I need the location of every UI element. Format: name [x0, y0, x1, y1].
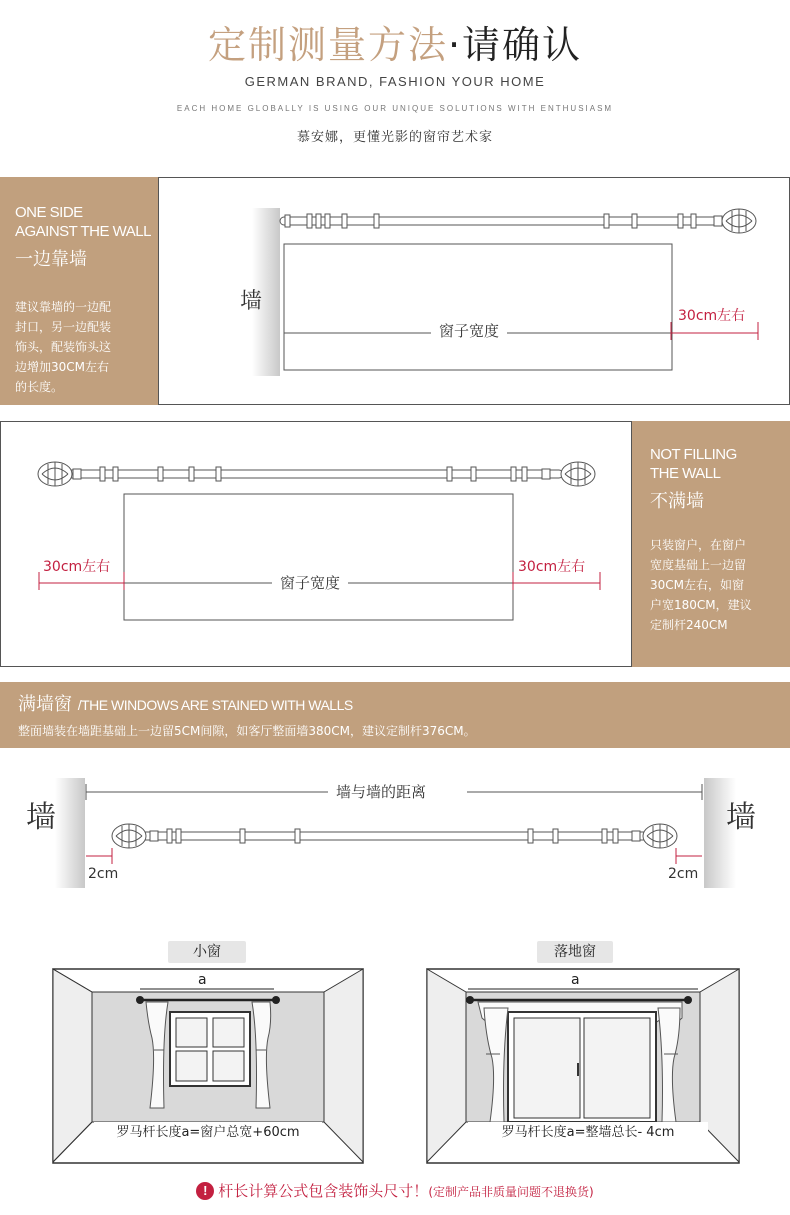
floor-window-tag: 落地窗	[537, 941, 613, 963]
curtain-rod	[38, 462, 595, 486]
section3-title-cn: 满墙窗	[18, 694, 72, 715]
section1-panel	[0, 177, 158, 405]
section1-cn-title: 一边靠墙	[15, 249, 87, 270]
section1-description: 建议靠墙的一边配 封口，另一边配装 饰头，配装饰头这 边增加30CM左右 的长度。	[15, 300, 112, 394]
section1-width-label: 窗子宽度	[431, 320, 507, 341]
title-highlight: 定制测量方法	[207, 23, 448, 67]
section3-gap-left: 2cm	[88, 866, 119, 882]
window-shape	[284, 244, 672, 370]
small-window-tag: 小窗	[168, 941, 246, 963]
floor-window-a-label: a	[571, 972, 580, 988]
section3-title	[18, 690, 353, 716]
section2-en-line2: THE WALL	[650, 465, 721, 482]
warning-icon: !	[196, 1182, 214, 1200]
section2-diagram-box	[0, 421, 632, 667]
section2-panel	[632, 421, 790, 667]
section2-width-label: 窗子宽度	[272, 572, 348, 593]
section3-title-en: /THE WINDOWS ARE STAINED WITH WALLS	[77, 697, 353, 713]
title-rest: 请确认	[462, 23, 583, 67]
section1-extra-label: 30cm左右	[678, 308, 746, 324]
footer-note: (定制产品非质量问题不退换货)	[428, 1185, 594, 1199]
section3-description: 整面墙装在墙距基础上一边留5CM间隙，如客厅整面墙380CM，建议定制杆376CM。	[18, 724, 476, 738]
section2-cn-title: 不满墙	[650, 491, 704, 512]
tagline-cn: 慕安娜，更懂光影的窗帘艺术家	[296, 130, 493, 145]
small-window-caption: 罗马杆长度a=窗户总宽+60cm	[94, 1122, 322, 1144]
section1-wall-label: 墙	[240, 289, 263, 314]
brand-line: GERMAN BRAND, FASHION YOUR HOME	[244, 74, 546, 89]
curtain-rod	[112, 824, 677, 848]
section2-diagram	[1, 422, 633, 668]
section3-gap-right: 2cm	[668, 866, 699, 882]
section3-distance-label: 墙与墙的距离	[328, 781, 434, 802]
section2-description: 只装窗户，在窗户 宽度基础上一边留 30CM左右，如窗 户宽180CM，建议 定制杆240CM	[650, 538, 752, 632]
title-separator: ·	[447, 23, 463, 67]
window-shape	[124, 494, 513, 620]
section1-en-line2: AGAINST THE WALL	[15, 223, 151, 240]
section3-wall-right: 墙	[726, 800, 756, 835]
page-title	[0, 14, 790, 69]
floor-window-caption: 罗马杆长度a=整墙总长- 4cm	[468, 1122, 708, 1144]
section3-banner	[0, 682, 790, 748]
section3-wall-left: 墙	[26, 800, 56, 835]
section2-left-extra-label: 30cm左右	[43, 559, 111, 575]
curtain-rod	[280, 209, 756, 233]
left-wall-shape	[55, 778, 85, 888]
small-window-a-label: a	[198, 972, 207, 988]
section2-en-line1: NOT FILLING	[650, 446, 737, 463]
section2-right-extra-label: 30cm左右	[518, 559, 586, 575]
section1-en-line1: ONE SIDE	[15, 204, 83, 221]
footer-main: 杆长计算公式包含装饰头尺寸！	[218, 1182, 429, 1200]
footer-notice	[0, 1180, 790, 1201]
tagline-en: EACH HOME GLOBALLY IS USING OUR UNIQUE SOLUTIONS WITH ENTHUSIASM	[176, 104, 614, 113]
